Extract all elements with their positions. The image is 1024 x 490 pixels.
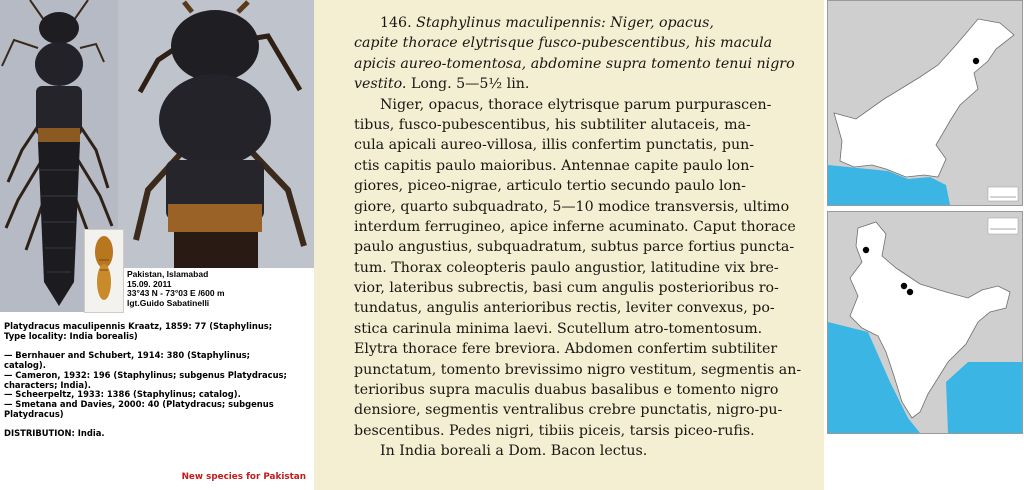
reference-line: Platydracus) xyxy=(4,409,64,420)
species-diagnosis: vestito. xyxy=(354,76,407,93)
collection-point xyxy=(973,58,979,64)
species-diagnosis: apicis aureo-tomentosa, abdomine supra tomento tenui nigro xyxy=(354,55,795,72)
description-line: vior, lateribus subrectis, basi cum angulis posterioribus ro- xyxy=(354,280,779,297)
text-line xyxy=(314,319,824,339)
text-line xyxy=(314,135,824,155)
label-line: Pakistan, Islamabad xyxy=(127,269,209,279)
text-line xyxy=(314,237,824,257)
reference-line: — Smetana and Davies, 2000: 40 (Platydracus; subgenus xyxy=(4,399,274,410)
citation-header-line: Type locality: India borealis) xyxy=(4,330,138,341)
text-line xyxy=(314,258,824,278)
text-line xyxy=(314,74,824,94)
species-diagnosis: capite thorace elytrisque fusco-pubescentibus, his macula xyxy=(354,35,773,52)
description-line: ctis capitis paulo maioribus. Antennae capite paulo lon- xyxy=(354,157,755,174)
text-line xyxy=(314,380,824,400)
description-line: tum. Thorax coleopteris paulo angustior, latitudine vix bre- xyxy=(354,259,779,276)
reference-item xyxy=(4,400,312,420)
description-line: terioribus supra maculis duabus basalibus e tomento nigro xyxy=(354,382,779,399)
description-line: tundatus, angulis anterioribus rectis, leviter convexus, po- xyxy=(354,300,775,317)
record-point xyxy=(907,289,913,295)
text-line xyxy=(314,176,824,196)
label-line: lgt.Guido Sabatinelli xyxy=(127,297,210,308)
description-line: interdum ferrugineo, apice inferne acuminato. Caput thorace xyxy=(354,218,796,235)
reference-item xyxy=(4,351,312,371)
record-point xyxy=(901,283,907,289)
description-line: Elytra thorace fere breviora. Abdomen confertim subtiliter xyxy=(354,341,778,358)
description-line: paulo angustius, subquadratum, subtus parce fortius puncta- xyxy=(354,239,795,256)
text-line xyxy=(314,298,824,318)
text-line xyxy=(314,278,824,298)
text-line xyxy=(314,400,824,420)
text-line xyxy=(314,360,824,380)
description-line: Niger, opacus, thorace elytrisque parum purpurascen- xyxy=(380,96,772,113)
description-line: densiore, segmentis ventralibus crebre punctatis, nigro-pu- xyxy=(354,402,783,419)
description-line: stica carinula minima laevi. Scutellum atro-tomentosum. xyxy=(354,320,763,337)
pakistan-map xyxy=(827,0,1023,206)
description-line: In India boreali a Dom. Bacon lectus. xyxy=(380,443,648,460)
specimen-label xyxy=(127,270,313,308)
citation-header xyxy=(4,322,312,342)
text-line xyxy=(314,156,824,176)
reference-line: catalog). xyxy=(4,359,46,370)
description-line: punctatum, tomento brevissimo nigro vestitum, segmentis an- xyxy=(354,361,802,378)
reference-line: — Cameron, 1932: 196 (Staphylinus; subgenus Platydracus; xyxy=(4,369,287,380)
reference-line: — Bernhauer and Schubert, 1914: 380 (Staphylinus; xyxy=(4,349,251,360)
label-line: 33°43 N - 73°03 E /600 m xyxy=(127,288,225,299)
distribution-text: DISTRIBUTION: India. xyxy=(4,428,105,439)
reference-item xyxy=(4,371,312,391)
species-diagnosis: Staphylinus maculipennis: Niger, opacus, xyxy=(416,15,714,31)
original-description-scan xyxy=(314,0,824,490)
text-line xyxy=(314,441,824,461)
citation-block xyxy=(4,322,312,439)
description-line: giore, quarto subquadrato, 5—10 modice transversis, ultimo xyxy=(354,198,790,215)
text-line xyxy=(314,197,824,217)
text-line xyxy=(314,13,824,33)
description-line: tibus, fusco-pubescentibus, his subtiliter alutaceis, ma- xyxy=(354,116,751,133)
description-line: cula apicali aureo-villosa, illis confertim punctatis, pun- xyxy=(354,137,755,154)
india-map xyxy=(827,211,1023,434)
text-line xyxy=(314,339,824,359)
text-line xyxy=(314,217,824,237)
new-species-note: New species for Pakistan xyxy=(181,472,306,482)
text-line xyxy=(314,421,824,441)
description-text xyxy=(314,13,824,462)
reference-line: characters; India). xyxy=(4,379,91,390)
specimen-panel xyxy=(0,0,314,490)
aedeagus-photo xyxy=(84,229,124,313)
label-line: 15.09. 2011 xyxy=(127,278,172,289)
species-number: 146. xyxy=(380,15,412,31)
distribution-maps xyxy=(824,0,1024,490)
reference-line: — Scheerpeltz, 1933: 1386 (Staphylinus; catalog). xyxy=(4,389,241,400)
citation-header-line: Platydracus maculipennis Kraatz, 1859: 77 (Staphylinus; xyxy=(4,321,273,331)
text-line xyxy=(314,115,824,135)
text-line xyxy=(314,33,824,53)
record-point xyxy=(863,247,869,253)
description-line: giores, piceo-nigrae, articulo tertio secundo paulo lon- xyxy=(354,178,746,195)
text-line xyxy=(314,95,824,115)
text-line xyxy=(314,54,824,74)
description-line: bescentibus. Pedes nigri, tibiis piceis, tarsis piceo-rufis. xyxy=(354,422,755,439)
beetle-detail-photo xyxy=(118,0,314,268)
body-length: Long. 5—5½ lin. xyxy=(410,76,530,93)
